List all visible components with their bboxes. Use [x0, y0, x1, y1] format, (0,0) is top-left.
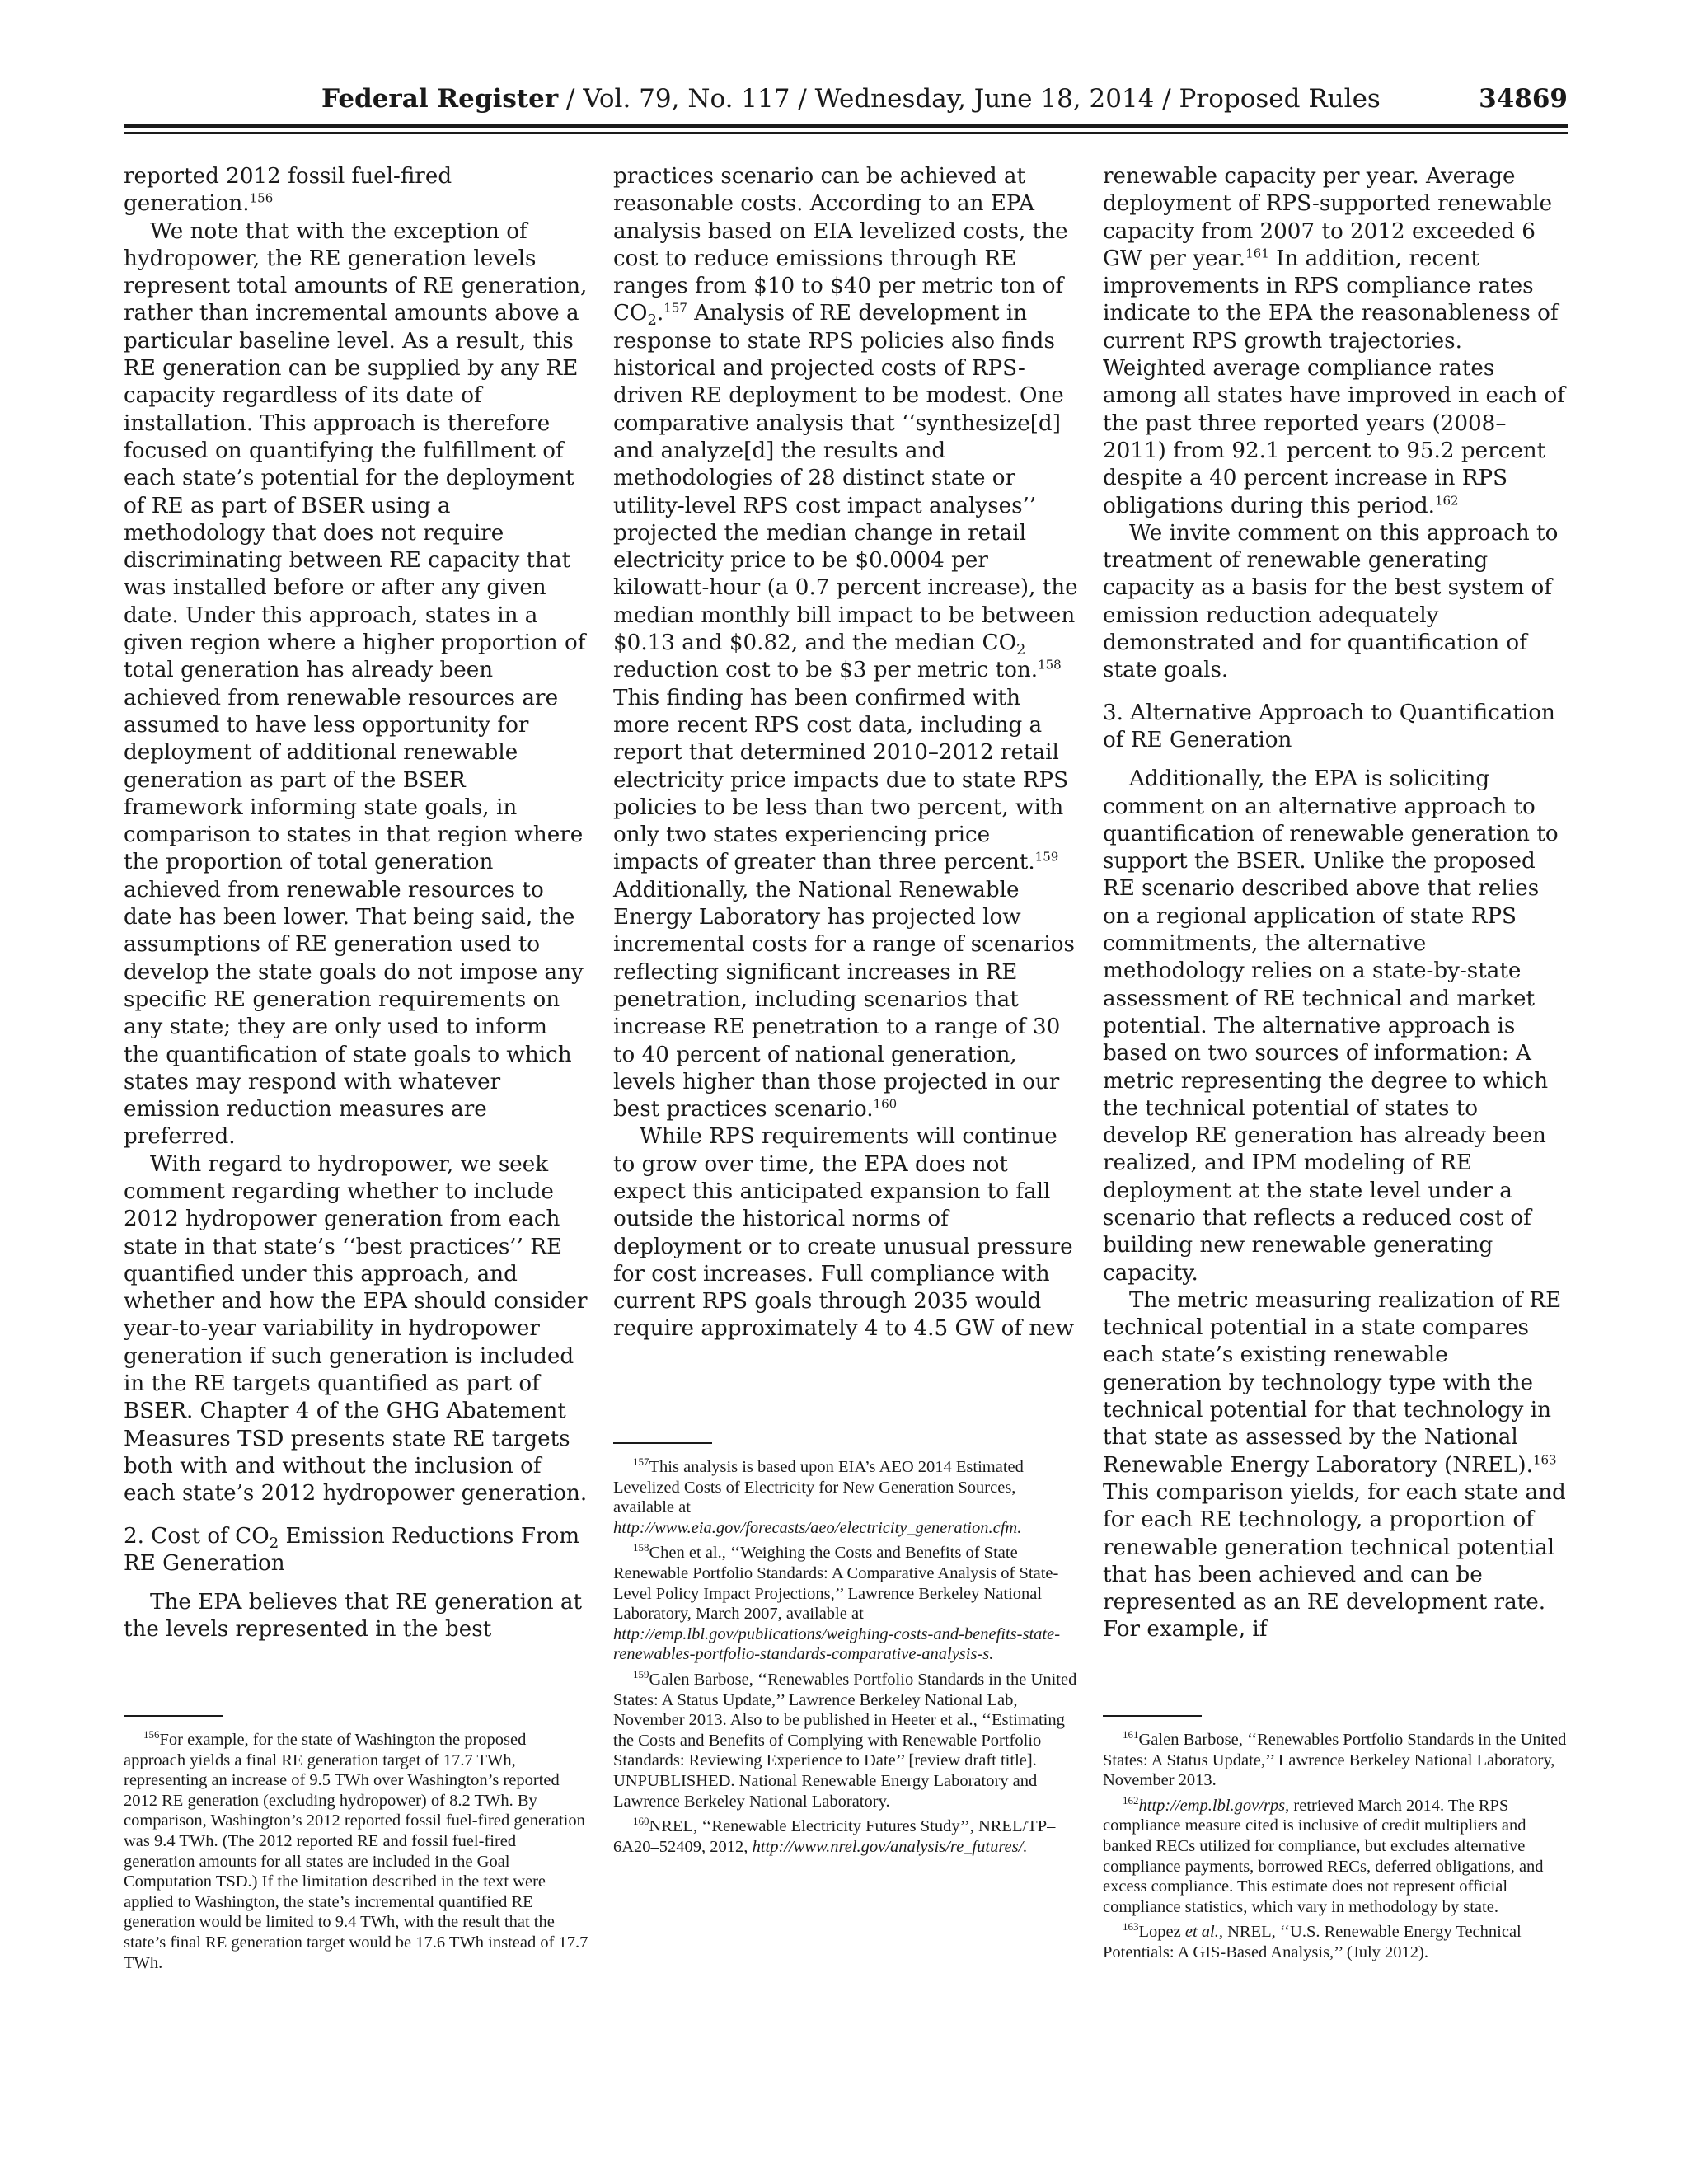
column-1-body: [124, 163, 589, 1644]
footnote-link[interactable]: http://www.eia.gov/forecasts/aeo/electricity_generation.cfm.: [613, 1518, 1022, 1537]
paragraph: While RPS requirements will continue to grow over time, the EPA does not expect this anticipated expansion to fall outside the historical norms of deployment or to create unusual pressure for cost increases. Full compliance with current RPS goals through 2035 would require approximately 4 to 4.5 GW of new: [613, 1124, 1075, 1342]
footnote-link[interactable]: http://emp.lbl.gov/rps: [1138, 1796, 1286, 1815]
footnote-link[interactable]: http://www.nrel.gov/analysis/re_futures/.: [752, 1837, 1028, 1856]
footnote-ref: 158: [1038, 657, 1062, 673]
footnote-ref: 163: [1532, 1451, 1557, 1467]
footnotes: [1103, 1715, 1568, 1968]
footnote: $^{159}$Galen Barbose, ‘‘Renewables Portfolio Standards in the United States: A Status Update,’’ Lawrence Berkeley National Lab, November 2013. Also to be published in Heeter et al., ‘‘Estimating the Costs and Benefits of Complying with Renewable Portfolio Standards: Reviewing Experience to Date’’ [review draft title]. UNPUBLISHED. National Renewable Energy Laboratory and Lawrence Berkeley National Laboratory.: [613, 1668, 1077, 1811]
column-3: [1103, 163, 1568, 2083]
footnote: $^{162}$http://emp.lbl.gov/rps, retrieved March 2014. The RPS compliance measure cited is inclusive of credit multipliers and banked RECs utilized for compliance, but excludes alternative compliance payments, borrowed RECs, deferred obligations, and excess compliance. This estimate does not represent official compliance statistics, which vary in methodology by state.: [1103, 1793, 1544, 1916]
paragraph: We note that with the exception of hydropower, the RE generation levels represent total amounts of RE generation, rather than incremental amounts above a particular baseline level. As a result, this RE generation can be supplied by any RE capacity regardless of its date of installation. This approach is therefore focused on quantifying the fulfillment of each state’s potential for the deployment of RE as part of BSER using a methodology that does not require discriminating between RE capacity that was installed before or after any given date. Under this approach, states in a given region where a higher proportion of total generation has already been achieved from renewable resources are assumed to have less opportunity for deployment of additional renewable generation as part of the BSER framework informing state goals, in comparison to states in that region where the proportion of total generation achieved from renewable resources to date has been lower. That being said, the assumptions of RE generation used to develop the state goals do not impose any specific RE generation requirements on any state; they are only used to inform the quantification of state goals to which states may respond with whatever emission reduction measures are preferred.: [124, 218, 588, 1150]
footnote: $^{163}$Lopez et al., NREL, ‘‘U.S. Renewable Energy Technical Potentials: A GIS-Based Analysis,’’ (July 2012).: [1103, 1920, 1522, 1961]
footnote-rule: [124, 1715, 223, 1717]
footnote-ref: 161: [1245, 246, 1269, 261]
page-number: 34869: [1479, 84, 1568, 114]
footnote-ref: 162: [1434, 492, 1459, 508]
header-rule-thick: [124, 124, 1568, 128]
footnote-ref: 160: [873, 1096, 898, 1112]
header-rule-thin: [124, 132, 1568, 134]
footnote: $^{158}$Chen et al., ‘‘Weighing the Costs and Benefits of State Renewable Portfolio Standards: A Comparative Analysis of State-Level Policy Impact Projections,’’ Lawrence Berkeley National Laboratory, March 2007, available at http://emp.lbl.gov/publications/weighing-costs-and-benefits-state-renewables-portfolio-standards-comparative-analysis-s.: [613, 1541, 1061, 1664]
paragraph: reported 2012 fossil fuel-fired generation.$^{156}$: [124, 164, 452, 217]
paragraph: With regard to hydropower, we seek comment regarding whether to include 2012 hydropower generation from each state in that state’s ‘‘best practices’’ RE quantified under this approach, and whether and how the EPA should consider year-to-year variability in hydropower generation if such generation is included in the RE targets quantified as part of BSER. Chapter 4 of the GHG Abatement Measures TSD presents state RE targets both with and without the inclusion of each state’s 2012 hydropower generation.: [124, 1151, 588, 1507]
footnote-link[interactable]: http://emp.lbl.gov/publications/weighing-costs-and-benefits-state-renewables-portfolio-standards-comparative-analysis-s.: [613, 1624, 1061, 1664]
footnotes: [124, 1715, 589, 1978]
paragraph: The EPA believes that RE generation at the levels represented in the best: [124, 1590, 583, 1643]
footnotes: [613, 1442, 1079, 1862]
column-3-body: [1103, 163, 1568, 1644]
header-citation: [321, 84, 1381, 114]
paragraph: renewable capacity per year. Average deployment of RPS-supported renewable capacity from 2007 to 2012 exceeded 6 GW per year.$^{161}$ In addition, recent improvements in RPS compliance rates indicate to the EPA the reasonableness of current RPS growth trajectories. Weighted average compliance rates among all states have improved in each of the past three reported years (2008–2011) from 92.1 percent to 95.2 percent despite a 40 percent increase in RPS obligations during this period.$^{162}$: [1103, 164, 1565, 518]
footnote-rule: [613, 1442, 712, 1444]
footnote: $^{156}$For example, for the state of Washington the proposed approach yields a final RE generation target of 17.7 TWh, representing an increase of 9.5 TWh over Washington’s reported 2012 RE generation (excluding hydropower) of 8.2 TWh. By comparison, Washington’s 2012 reported fossil fuel-fired generation was 9.4 TWh. (The 2012 reported RE and fossil fuel-fired generation amounts for all states are included in the Goal Computation TSD.) If the limitation described in the text were applied to Washington, the state’s incremental quantified RE generation would be limited to 9.4 TWh, with the result that the state’s final RE generation target would be 17.6 TWh instead of 17.7 TWh.: [124, 1728, 588, 1972]
column-1: [124, 163, 589, 2083]
footnote: $^{160}$NREL, ‘‘Renewable Electricity Futures Study’’, NREL/TP–6A20–52409, 2012, http://www.nrel.gov/analysis/re_futures/.: [613, 1815, 1056, 1856]
footnote-rule: [1103, 1715, 1202, 1717]
footnote: $^{157}$This analysis is based upon EIA’s AEO 2014 Estimated Levelized Costs of Electricity for New Generation Sources, available at http://www.eia.gov/forecasts/aeo/electricity_generation.cfm.: [613, 1455, 1024, 1537]
journal-name: Federal Register: [321, 84, 559, 114]
footnote-ref: 159: [1034, 849, 1059, 865]
paragraph: Additionally, the EPA is soliciting comment on an alternative approach to quantification of renewable generation to support the BSER. Unlike the proposed RE scenario described above that relies on a regional application of state RPS commitments, the alternative methodology relies on a state-by-state assessment of RE technical and market potential. The alternative approach is based on two sources of information: A metric representing the degree to which the technical potential of states to develop RE generation has already been realized, and IPM modeling of RE deployment at the state level under a scenario that reflects a reduced cost of building new renewable generating capacity.: [1103, 766, 1559, 1286]
footnote-ref: 157: [663, 300, 687, 316]
page-header: [124, 84, 1568, 125]
paragraph: We invite comment on this approach to treatment of renewable generating capacity as a basis for the best system of emission reduction adequately demonstrated and for quantification of state goals.: [1103, 520, 1559, 683]
column-2: [613, 163, 1079, 2083]
issue-info: / Vol. 79, No. 117 / Wednesday, June 18, 2014 / Proposed Rules: [558, 84, 1381, 114]
section-heading: 2. Cost of $CO_2$ Emission Reductions From RE Generation: [124, 1523, 580, 1576]
footnote: $^{161}$Galen Barbose, ‘‘Renewables Portfolio Standards in the United States: A Status Update,’’ Lawrence Berkeley National Laboratory, November 2013.: [1103, 1728, 1567, 1790]
footnote-ref: 156: [249, 190, 274, 206]
paragraph: practices scenario can be achieved at reasonable costs. According to an EPA analysis based on EIA levelized costs, the cost to reduce emissions through RE ranges from $10 to $40 per metric ton of $CO_2.^{157}$ Analysis of RE development in response to state RPS policies also finds historical and projected costs of RPS-driven RE deployment to be modest. One comparative analysis that ‘‘synthesize[d] and analyze[d] the results and methodologies of 28 distinct state or utility-level RPS cost impact analyses’’ projected the median change in retail electricity price to be $0.0004 per kilowatt-hour (a 0.7 percent increase), the median monthly bill impact to be between $0.13 and $0.82, and the median $CO_2$ reduction cost to be $3 per metric ton.$^{158}$ This finding has been confirmed with more recent RPS cost data, including a report that determined 2010–2012 retail electricity price impacts due to state RPS policies to be less than two percent, with only two states experiencing price impacts of greater than three percent.$^{159}$ Additionally, the National Renewable Energy Laboratory has projected low incremental costs for a range of scenarios reflecting significant increases in RE penetration, including scenarios that increase RE penetration to a range of 30 to 40 percent of national generation, levels higher than those projected in our best practices scenario.$^{160}$: [613, 164, 1078, 1122]
section-heading: 3. Alternative Approach to Quantification of RE Generation: [1103, 700, 1555, 752]
column-2-body: [613, 163, 1079, 1343]
paragraph: The metric measuring realization of RE technical potential in a state compares each state’s existing renewable generation by technology type with the technical potential for that technology in that state as assessed by the National Renewable Energy Laboratory (NREL).$^{163}$ This comparison yields, for each state and for each RE technology, a proportion of renewable generation technical potential that has been achieved and can be represented as an RE development rate. For example, if: [1103, 1287, 1566, 1643]
